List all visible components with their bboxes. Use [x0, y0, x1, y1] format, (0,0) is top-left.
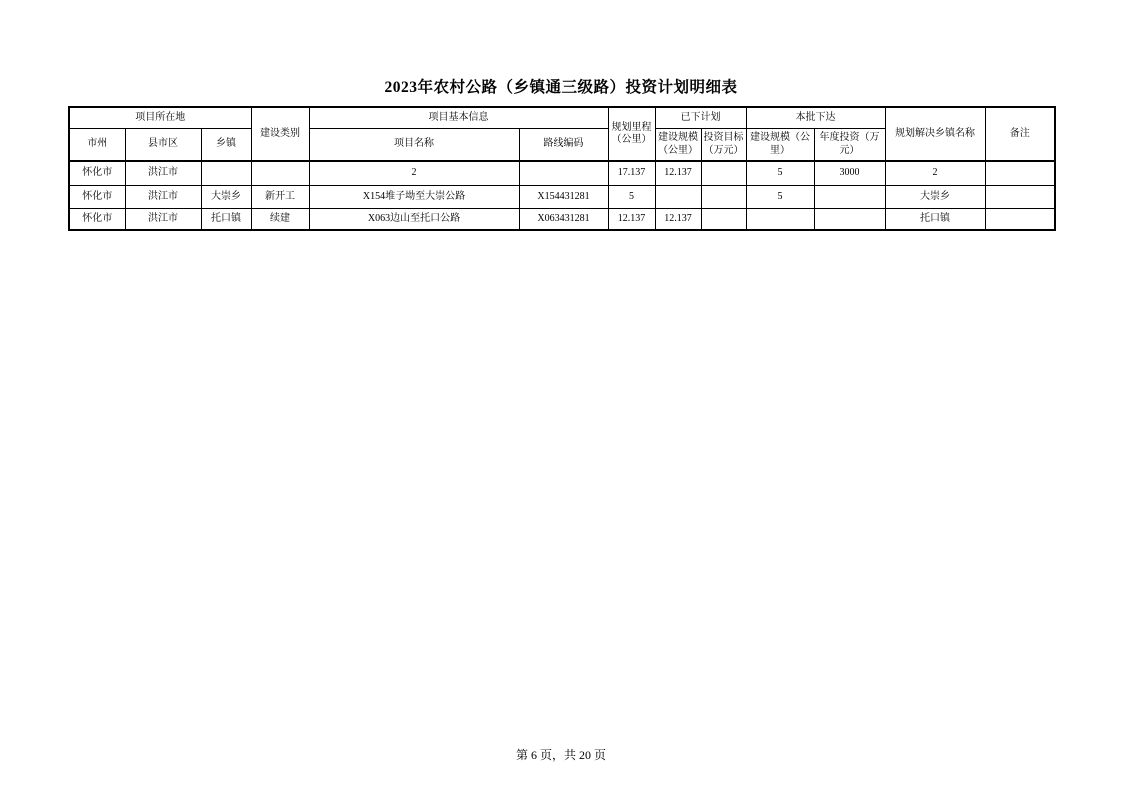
table-cell: [655, 186, 701, 209]
table-cell: 托口镇: [201, 209, 251, 231]
header-solved-towns: 规划解决乡镇名称: [885, 107, 985, 161]
header-batch-group: 本批下达: [746, 107, 885, 129]
page-number: 第 6 页，共 20 页: [515, 748, 606, 762]
table-cell: 洪江市: [125, 209, 201, 231]
table-cell: 洪江市: [125, 186, 201, 209]
header-batch-scale: 建设规模（公里）: [746, 129, 814, 162]
header-planned-mileage: 规划里程（公里）: [608, 107, 655, 161]
table-cell: 新开工: [251, 186, 309, 209]
header-route-code: 路线编码: [519, 129, 608, 162]
table-cell: X154堆子坳至大崇公路: [309, 186, 519, 209]
table-cell: X063边山至托口公路: [309, 209, 519, 231]
header-annual-investment: 年度投资（万元）: [814, 129, 885, 162]
table-cell: 怀化市: [69, 209, 125, 231]
table-row: [69, 161, 1055, 186]
header-town: 乡镇: [201, 129, 251, 162]
table-header: [69, 107, 1055, 161]
table-cell: 2: [309, 161, 519, 186]
table-cell: [251, 161, 309, 186]
table-cell: 17.137: [608, 161, 655, 186]
table-cell: 2: [885, 161, 985, 186]
table-row: [69, 186, 1055, 209]
table-cell: [985, 186, 1055, 209]
table-cell: 5: [608, 186, 655, 209]
header-issued-plan-group: 已下计划: [655, 107, 746, 129]
header-county: 县市区: [125, 129, 201, 162]
table-row: [69, 209, 1055, 231]
table-cell: 续建: [251, 209, 309, 231]
table-cell: 大崇乡: [885, 186, 985, 209]
table-cell: X063431281: [519, 209, 608, 231]
table-cell: 12.137: [655, 209, 701, 231]
table-cell: 怀化市: [69, 161, 125, 186]
table-cell: 怀化市: [69, 186, 125, 209]
table-cell: [519, 161, 608, 186]
table-cell: [985, 161, 1055, 186]
investment-plan-table: [68, 106, 1056, 231]
header-location-group: 项目所在地: [69, 107, 251, 129]
table-cell: 洪江市: [125, 161, 201, 186]
table-cell: [746, 209, 814, 231]
page-title: 2023年农村公路（乡镇通三级路）投资计划明细表: [384, 79, 738, 96]
table-cell: [985, 209, 1055, 231]
header-construction-type: 建设类别: [251, 107, 309, 161]
table-cell: 大崇乡: [201, 186, 251, 209]
table-cell: X154431281: [519, 186, 608, 209]
table-cell: 托口镇: [885, 209, 985, 231]
table-body: [69, 161, 1055, 230]
header-city: 市州: [69, 129, 125, 162]
table-cell: [201, 161, 251, 186]
table-cell: 5: [746, 161, 814, 186]
header-investment-target: 投资目标（万元）: [701, 129, 746, 162]
table-cell: [814, 209, 885, 231]
header-row-groups: [69, 107, 1055, 129]
header-basic-info-group: 项目基本信息: [309, 107, 608, 129]
table-cell: [701, 209, 746, 231]
table-cell: 12.137: [655, 161, 701, 186]
table-cell: [814, 186, 885, 209]
table-cell: 12.137: [608, 209, 655, 231]
table-cell: [701, 186, 746, 209]
table-cell: 3000: [814, 161, 885, 186]
header-remark: 备注: [985, 107, 1055, 161]
table-cell: 5: [746, 186, 814, 209]
table-cell: [701, 161, 746, 186]
header-issued-scale: 建设规模（公里）: [655, 129, 701, 162]
header-project-name: 项目名称: [309, 129, 519, 162]
